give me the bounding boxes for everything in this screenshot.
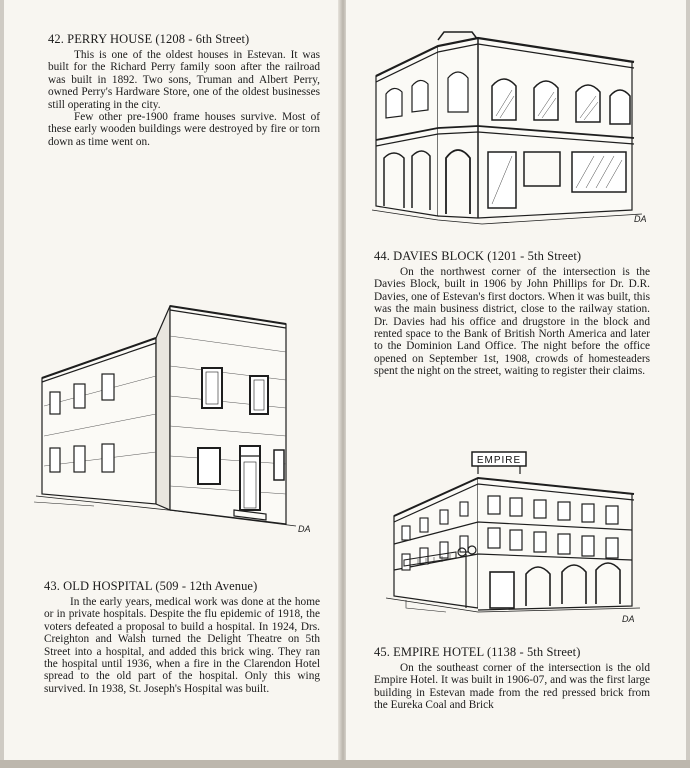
entry-42-paragraph-1: This is one of the oldest houses in Estevan. It was built for the Richard Perry family soon after the railroad was built in 1892. Two sons, Truman and Albert Perry, owned Perry's Hardware Store, one of the oldest businesses still operating in the city. — [48, 49, 320, 111]
entry-44-paragraph-1: On the northwest corner of the intersection is the Davies Block, built in 1906 by John Phillips for Dr. D.R. Davies, one of Estevan's first doctors. When it was built, this was the main business district, close to the railway station. Dr. Davies had his office and drugstore in the block and rented space to the Bank of British North America and later to the Dominion Land Office. The night before the office opened on September 1st, 1908, crowds of homesteaders spent the night on the street, waiting to register their claims. — [374, 266, 650, 378]
entry-43-paragraph-1: In the early years, medical work was done at the home or in private hospitals. Despite the flu epidemic of 1918, the voters defeated a proposal to build a hospital. In 1924, Drs. Creighton and Walsh turned the Delight Theatre on 5th Street into a hospital, and added this brick wing. They ran the hospital until 1936, when a fire in the Clarendon Hotel spread to the old part of the hospital. Only this wing survived. In 1938, St. Joseph's Hospital was built. — [44, 596, 320, 695]
left-page — [4, 0, 341, 760]
entry-45-heading: 45. EMPIRE HOTEL (1138 - 5th Street) — [374, 645, 581, 659]
davies-artist-signature: DA — [634, 214, 647, 224]
davies-block-drawing — [372, 28, 664, 226]
davies-block-illustration — [372, 28, 664, 226]
entry-43-text — [44, 596, 320, 695]
page-bottom-edge — [0, 760, 690, 768]
entry-42-text — [48, 49, 320, 148]
empire-hotel-illustration — [386, 448, 648, 626]
entry-42-heading: 42. PERRY HOUSE (1208 - 6th Street) — [48, 32, 250, 46]
entry-45-paragraph-1: On the southeast corner of the intersection is the old Empire Hotel. It was built in 1906-07, and was the first large building in Estevan made from the red pressed brick from the Eureka Coal and Brick — [374, 662, 650, 712]
empire-sign-text: EMPIRE — [476, 455, 522, 466]
entry-44-heading: 44. DAVIES BLOCK (1201 - 5th Street) — [374, 249, 582, 263]
entry-42-paragraph-2: Few other pre-1900 frame houses survive. Most of these early wooden buildings were destroyed by fire or torn down as time went on. — [48, 111, 320, 148]
right-page — [346, 0, 686, 760]
old-hospital-drawing — [34, 296, 326, 540]
entry-44-text — [374, 266, 650, 378]
hospital-artist-signature: DA — [298, 524, 311, 534]
entry-45-text — [374, 662, 650, 712]
old-hospital-illustration — [34, 296, 326, 540]
entry-43-heading: 43. OLD HOSPITAL (509 - 12th Avenue) — [44, 579, 258, 593]
empire-artist-signature: DA — [622, 614, 635, 624]
empire-hotel-drawing — [386, 448, 648, 626]
